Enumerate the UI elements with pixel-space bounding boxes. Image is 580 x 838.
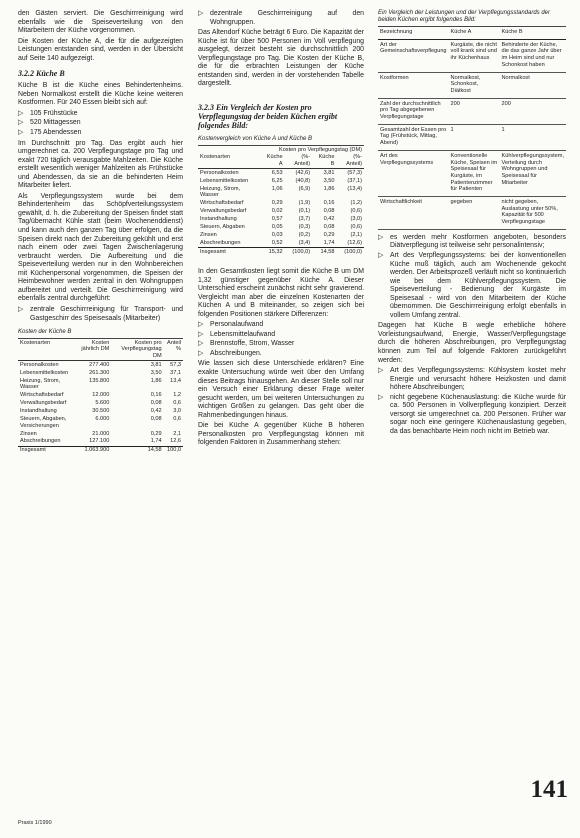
table-row bbox=[378, 124, 566, 150]
table-cell: 6.000 bbox=[95, 415, 110, 422]
table-cell: (2,1) bbox=[350, 231, 362, 238]
table-cell: Behinderte der Küche, die das ganze Jahr über im Heim sind und nur Schonkost haben bbox=[500, 39, 567, 72]
heading-vergleich: 3.2.3 Ein Vergleich der Kosten pro Verpflegungstag der beiden Küchen ergibt folgendes Bild: bbox=[198, 102, 338, 130]
table-cell: Kurgäste, die nicht voll krank sind und ihr Küchenhaus bbox=[449, 39, 500, 72]
table-cell: (37,1) bbox=[347, 177, 362, 184]
table-cell: Steuern, Abgaben, Versicherungen bbox=[20, 415, 67, 429]
table-row bbox=[198, 216, 364, 224]
table-row bbox=[18, 392, 183, 400]
table-cell: Art des Verpflegungssystems bbox=[378, 150, 449, 196]
table-header-row bbox=[378, 27, 566, 39]
table-cell: Zinsen bbox=[200, 231, 217, 238]
table-cell: Normalkost, Schonkost, Diätkost bbox=[449, 72, 500, 98]
table-row bbox=[198, 169, 364, 177]
table-cell: 1,2 bbox=[173, 392, 181, 399]
table-total-row bbox=[198, 248, 364, 256]
column-header: Anteil % bbox=[164, 339, 183, 361]
list-item: ▷ Art des Verpflegungssystems: Kühlsystem kostet mehr Energie und verursacht höhere Heizkosten und damit höhere Abschreibungen; bbox=[378, 367, 566, 393]
table-cell: 0,08 bbox=[150, 400, 162, 407]
table-cell: (100,0) bbox=[285, 248, 313, 256]
table-cell: 0,29 bbox=[323, 231, 335, 238]
table-cell: 0,08 bbox=[150, 415, 162, 422]
table-cell: (40,8) bbox=[295, 177, 311, 184]
table-cell: Insgesamt bbox=[198, 248, 261, 256]
column-right bbox=[378, 10, 566, 438]
table-cell: 0,57 bbox=[271, 216, 283, 223]
column-header bbox=[198, 146, 261, 154]
table-row bbox=[198, 239, 364, 247]
table-cell: (0,2) bbox=[298, 231, 311, 238]
list-item: ▷ zentrale Geschirrreinigung für Transport- und Gastgeschirr des Speisesaals (Mitarbeiter) bbox=[18, 306, 183, 323]
column-header: Küche A bbox=[449, 27, 500, 39]
table-cell: 3,81 bbox=[150, 361, 162, 368]
costs-table-b bbox=[18, 339, 183, 455]
table-header-row bbox=[18, 339, 183, 361]
table-cell: 0,16 bbox=[150, 392, 162, 399]
table-cell: Heizung, Strom, Wasser bbox=[200, 185, 241, 199]
table-cell: 0,03 bbox=[271, 231, 283, 238]
table-cell: 57,3 bbox=[170, 361, 181, 368]
page-number: 141 bbox=[530, 776, 568, 803]
table-cell: Wirtschaftsbedarf bbox=[20, 392, 64, 399]
table-row bbox=[18, 369, 183, 377]
table-cell: nicht gegeben, Auslastung unter 50%, Kapazität für 500 Verpflegungstage bbox=[500, 197, 567, 230]
differences-list bbox=[198, 321, 364, 358]
table-row bbox=[198, 200, 364, 208]
table-cell: 0,29 bbox=[150, 430, 162, 437]
table-cell: 14,58 bbox=[312, 248, 336, 256]
table-row bbox=[378, 39, 566, 72]
table-cell: 3,0 bbox=[173, 408, 181, 415]
table-row bbox=[198, 231, 364, 239]
table-cell: 1 bbox=[500, 124, 567, 150]
table-row bbox=[378, 150, 566, 196]
table-caption: Kostenvergleich von Küche A und Küche B bbox=[198, 136, 364, 146]
table-cell: 3,50 bbox=[150, 369, 162, 376]
paragraph-kueche: Das Altendorf Küche beträgt 6 Euro. Die Kapazität der Küche ist für über 500 Personen im Voll verpflegung ausgelegt, derzeit besteht sie durchschnittlich 200 Verpflegungstage pro Tag. Die Kosten der Küche B, die für die erbrachten Leistungen der Küche entstanden sind, werden in der vorstehenden Tabelle dargestellt. bbox=[198, 29, 364, 88]
column-header: Bezeichnung bbox=[378, 27, 449, 39]
table-cell: 1,74 bbox=[150, 438, 162, 445]
table-cell: 0,29 bbox=[271, 200, 283, 207]
paragraph-system: Als Verpflegungssystem wurde bei dem Behindertenheim das Schöpfverteilungssystem gewählt, d. h. die Zubereitung der Speisen findet statt Tag/übernacht Kühle statt (beim Wochenenddienst) und kann auch den ganzen Tag über erfolgen, da die Speisen direkt nach der Zubereitung gekühlt und erst nach einem oder zwei Tagen Zwischenlagerung verbraucht werden. Die Aufbereitung und die Speiseverteilung werden nur in den Wohnbereichen mit Küchenpersonal vorgenommen, die Speisen der Heimbewohner werden zentral in den Wohngruppen aufbereitet und verteilt. Die Geschirrreinigung wird ebenfalls zentral durchgeführt: bbox=[18, 192, 183, 303]
table-cell: (0,3) bbox=[298, 224, 311, 231]
list-item: ▷ Brennstoffe, Strom, Wasser bbox=[198, 340, 364, 349]
table-cell: Heizung, Strom, Wasser bbox=[20, 377, 61, 391]
table-cell: 15,32 bbox=[261, 248, 285, 256]
table-cell: 1 bbox=[449, 124, 500, 150]
zentral-list bbox=[18, 306, 183, 323]
table-row bbox=[378, 197, 566, 230]
table-cell: 21.000 bbox=[92, 430, 110, 437]
table-cell: Personalkosten bbox=[20, 361, 59, 368]
table-cell: 2,1 bbox=[173, 430, 181, 437]
table-cell: Zahl der durchschnittlich pro Tag abgegebenen Verpflegungstage bbox=[378, 98, 449, 124]
table-cell: Kostformen bbox=[378, 72, 449, 98]
table-cell: 1,74 bbox=[323, 239, 335, 246]
services-comparison-table bbox=[378, 27, 566, 230]
table-cell: Abschreibungen bbox=[20, 438, 61, 445]
table-cell: Wirtschaftlichkeit bbox=[378, 197, 449, 230]
table-cell: 127.100 bbox=[89, 438, 110, 445]
table-cell: 3,81 bbox=[323, 170, 335, 176]
table-cell: Instandhaltung bbox=[200, 216, 237, 223]
table-cell: Art der Gemeinschaftsverpflegung bbox=[378, 39, 449, 72]
table-row bbox=[18, 361, 183, 369]
reasons-list-b bbox=[378, 367, 566, 436]
list-item: ▷ 175 Abendessen bbox=[18, 129, 183, 138]
table-row bbox=[18, 400, 183, 408]
table-cell: 37,1 bbox=[170, 369, 181, 376]
table-row bbox=[198, 223, 364, 231]
list-item: ▷ nicht gegebene Küchenauslastung: die Küche wurde für ca. 500 Personen in Vollverpflegung konzipiert. Derzeit versorgt sie umgerechnet ca. 200 Personen. Früher war sogar noch eine geringere Küchenauslastung gegeben, da das benachbarte Heim noch nicht im Betrieb war. bbox=[378, 394, 566, 437]
column-middle bbox=[198, 10, 364, 450]
column-header: (%-Anteil) bbox=[285, 154, 313, 169]
table-cell: Gesamtzahl der Essen pro Tag (Frühstück, Mittag, Abend) bbox=[378, 124, 449, 150]
table-cell: (12,6) bbox=[347, 239, 362, 246]
column-header: Kosten pro Verpflegungstag DM bbox=[111, 339, 163, 361]
paragraph-costs-a: Die Kosten der Küche A, die für die aufgezeigten Leistungen entstanden sind, werden in der Übersicht auf Seite 140 aufgezeigt. bbox=[18, 37, 183, 62]
paragraph-result: In den Gesamtkosten liegt somit die Küche B um DM 1,32 günstiger gegenüber Küche A. Dieser Unterschied erscheint zunächst nicht sehr gravierend. Vergleicht man aber die einzelnen Kostenarten der Küchen A und B miteinander, so zeigen sich bei folgenden Positionen stärkere Differenzen: bbox=[198, 268, 364, 318]
table-cell: 0,6 bbox=[173, 415, 181, 422]
table-cell: 0,08 bbox=[323, 208, 335, 215]
table-cell: Insgesamt bbox=[18, 446, 78, 454]
table-cell: Zinsen bbox=[20, 430, 37, 437]
list-item: ▷ Personalaufwand bbox=[198, 321, 364, 330]
paragraph-daily: Im Durchschnitt pro Tag. Das ergibt auch hier umgerechnet ca. 200 Verpflegungstage pro Tag und exakt 720 täglich verausgabte Mahlzeiten. Die Küche erstellt wesentlich weniger Mahlzeiten als Frühstücke und Abendessen, da sie an die behinderten Heim Mitarbeiter liefert. bbox=[18, 139, 183, 190]
reasons-list-a bbox=[378, 234, 566, 320]
table-cell: (6,9) bbox=[298, 185, 311, 192]
meals-list bbox=[18, 110, 183, 138]
costs-comparison-table bbox=[198, 146, 364, 256]
paragraph-gegen: Die bei Küche A gegenüber Küche B höheren Personalkosten pro Verpflegungstag können mit folgenden Faktoren in Zusammenhang stehen: bbox=[198, 422, 364, 447]
table-cell: 1,86 bbox=[150, 377, 162, 384]
table-row bbox=[198, 185, 364, 200]
table-cell: 0,05 bbox=[271, 224, 283, 231]
table-cell: Wirtschaftsbedarf bbox=[200, 200, 244, 207]
table-row bbox=[198, 177, 364, 185]
table-cell: 1.063.900 bbox=[78, 446, 111, 454]
paragraph-intro: den Gästen serviert. Die Geschirrreinigung wird ebenfalls wie die Speiseverteilung von den Mitarbeitern der Küche vorgenommen. bbox=[18, 10, 183, 35]
table-cell: 6,53 bbox=[271, 170, 283, 176]
table-cell: 1,86 bbox=[323, 185, 335, 192]
list-item: ▷ 105 Frühstücke bbox=[18, 110, 183, 119]
table-cell: Normalkost bbox=[500, 72, 567, 98]
table-cell: 0,42 bbox=[150, 408, 162, 415]
dezentral-list bbox=[198, 10, 364, 27]
table-cell: 5.600 bbox=[95, 400, 110, 407]
table-row bbox=[198, 208, 364, 216]
column-header: Küche B bbox=[312, 154, 336, 169]
table-cell: 6,25 bbox=[271, 177, 283, 184]
table-cell: 12.000 bbox=[92, 392, 110, 399]
table-cell: gegeben bbox=[449, 197, 500, 230]
table-cell: (57,3) bbox=[347, 170, 362, 176]
table-cell: Lebensmittelkosten bbox=[20, 369, 69, 376]
table-total-row bbox=[18, 446, 183, 454]
table-cell: Kühlverpflegungssystem, Verteilung durch Wohngruppen und Speisesaal für Mitarbeiter bbox=[500, 150, 567, 196]
table-cell: (100,0) bbox=[336, 248, 364, 256]
table-cell: Konventionelle Küche, Speisen im Speisesaal für Kurgäste, im Patientenzimmer für Patienten bbox=[449, 150, 500, 196]
table-cell: Instandhaltung bbox=[20, 408, 57, 415]
table-cell: 1,06 bbox=[271, 185, 283, 192]
table-cell: 200 bbox=[500, 98, 567, 124]
column-header: Kosten jährlich DM bbox=[78, 339, 111, 361]
table-cell: 0,16 bbox=[323, 200, 335, 207]
table-cell: Personalkosten bbox=[200, 170, 239, 176]
table-cell: Lebensmittelkosten bbox=[200, 177, 249, 184]
table-cell: (13,4) bbox=[347, 185, 362, 192]
paragraph-wie: Wie lassen sich diese Unterschiede erklären? Eine exakte Untersuchung würde weit über den Umfang dieses Beitrags hinausgehen. An dieser Stelle soll nur ein Versuch einer Erklärung dieser Frage weiter gesucht werden, um bei weiteren Untersuchungen zu wichtigen Größen zu gelangen. Das geht über die Rahmenbedingungen hinaus. bbox=[198, 360, 364, 419]
table-cell: (3,4) bbox=[298, 239, 311, 246]
table-cell: (42,6) bbox=[295, 170, 311, 176]
table-cell: Abschreibungen bbox=[200, 239, 241, 246]
table-cell: (0,1) bbox=[298, 208, 311, 215]
table-cell: Verwaltungsbedarf bbox=[200, 208, 247, 215]
table-cell: 0,6 bbox=[173, 400, 181, 407]
column-header: Kostenarten bbox=[18, 339, 78, 361]
list-item: ▷ Lebensmittelaufwand bbox=[198, 331, 364, 340]
table-row bbox=[18, 377, 183, 392]
list-item: ▷ Art des Verpflegungssystems: bei der konventionellen Küche muß täglich, auch am Wochenende gekocht werden. Der Arbeitsprozeß verläuft nicht so kontinuierlich wie bei dem Kühlverpflegungssystem. Die Speiseverteilung - Bedienung der Kurgäste im Speisesaal - wird von den Mitarbeitern der Küche übernommen. Die Geschirrreinigung erfolgt ebenfalls in vollem Umfang zentral. bbox=[378, 252, 566, 320]
table-cell: (1,2) bbox=[350, 200, 362, 207]
column-header: Kosten pro Verpflegungstag (DM) bbox=[278, 146, 362, 153]
table-cell: Verwaltungsbedarf bbox=[20, 400, 67, 407]
list-item: ▷ dezentrale Geschirrreinigung auf den Wohngruppen. bbox=[198, 10, 364, 27]
table-row bbox=[378, 98, 566, 124]
table-cell: 0,02 bbox=[271, 208, 283, 215]
table-caption: Kosten der Küche B bbox=[18, 329, 183, 339]
table-caption: Ein Vergleich der Leistungen und der Verpflegungsstandards der beiden Küchen ergibt folgendes Bild: bbox=[378, 10, 566, 27]
table-row bbox=[18, 415, 183, 430]
table-header-row bbox=[198, 146, 364, 154]
table-cell: (3,0) bbox=[350, 216, 362, 223]
column-header: Küche A bbox=[261, 154, 285, 169]
table-cell: (0,6) bbox=[350, 224, 362, 231]
table-cell: 100,0 bbox=[164, 446, 183, 454]
table-cell: 200 bbox=[449, 98, 500, 124]
list-item: ▷ es werden mehr Kostformen angeboten, besonders Diätverpflegung ist teilweise sehr personalintensiv; bbox=[378, 234, 566, 251]
table-row bbox=[18, 438, 183, 446]
paragraph-dagegen: Dagegen hat Küche B wegle erhebliche höhere Vorleistungsaufwand, Energie, Wasser/Verpflegungstage durch die höheren Abschreibungen, pro Verpflegungstag können zum Teil auf folgende Faktoren zurückgeführt werden: bbox=[378, 322, 566, 364]
table-row bbox=[378, 72, 566, 98]
table-cell: 0,08 bbox=[323, 224, 335, 231]
table-cell: 135.800 bbox=[89, 377, 110, 384]
table-row bbox=[18, 408, 183, 416]
table-cell: (1,9) bbox=[298, 200, 311, 207]
table-cell: 14,58 bbox=[111, 446, 163, 454]
table-cell: 261.300 bbox=[89, 369, 110, 376]
table-cell: 277.400 bbox=[89, 361, 110, 368]
list-item: ▷ 520 Mittagessen bbox=[18, 119, 183, 128]
column-header: Küche B bbox=[500, 27, 567, 39]
table-header-row bbox=[198, 154, 364, 169]
table-cell: 3,50 bbox=[323, 177, 335, 184]
table-row bbox=[18, 430, 183, 438]
column-header: Kostenarten bbox=[198, 154, 261, 169]
table-cell: 30.500 bbox=[92, 408, 110, 415]
paragraph-kueche-b: Küche B ist die Küche eines Behindertenheims. Neben Normalkost erstellt die Küche keine weiteren Kostformen. Für 240 Essen bleibt sich auf: bbox=[18, 82, 183, 107]
column-header: (%-Anteil) bbox=[336, 154, 364, 169]
table-cell: (0,6) bbox=[350, 208, 362, 215]
list-item: ▷ Abschreibungen. bbox=[198, 350, 364, 359]
table-cell: 12,6 bbox=[170, 438, 181, 445]
table-cell: 0,42 bbox=[323, 216, 335, 223]
table-cell: (3,7) bbox=[298, 216, 311, 223]
column-left bbox=[18, 10, 183, 455]
heading-kueche-b: 3.2.2 Küche B bbox=[18, 69, 65, 79]
footer: Praxis 1/1990 bbox=[18, 820, 52, 826]
table-cell: Steuern, Abgaben bbox=[200, 224, 245, 231]
table-cell: 13,4 bbox=[170, 377, 181, 384]
table-cell: 0,52 bbox=[271, 239, 283, 246]
